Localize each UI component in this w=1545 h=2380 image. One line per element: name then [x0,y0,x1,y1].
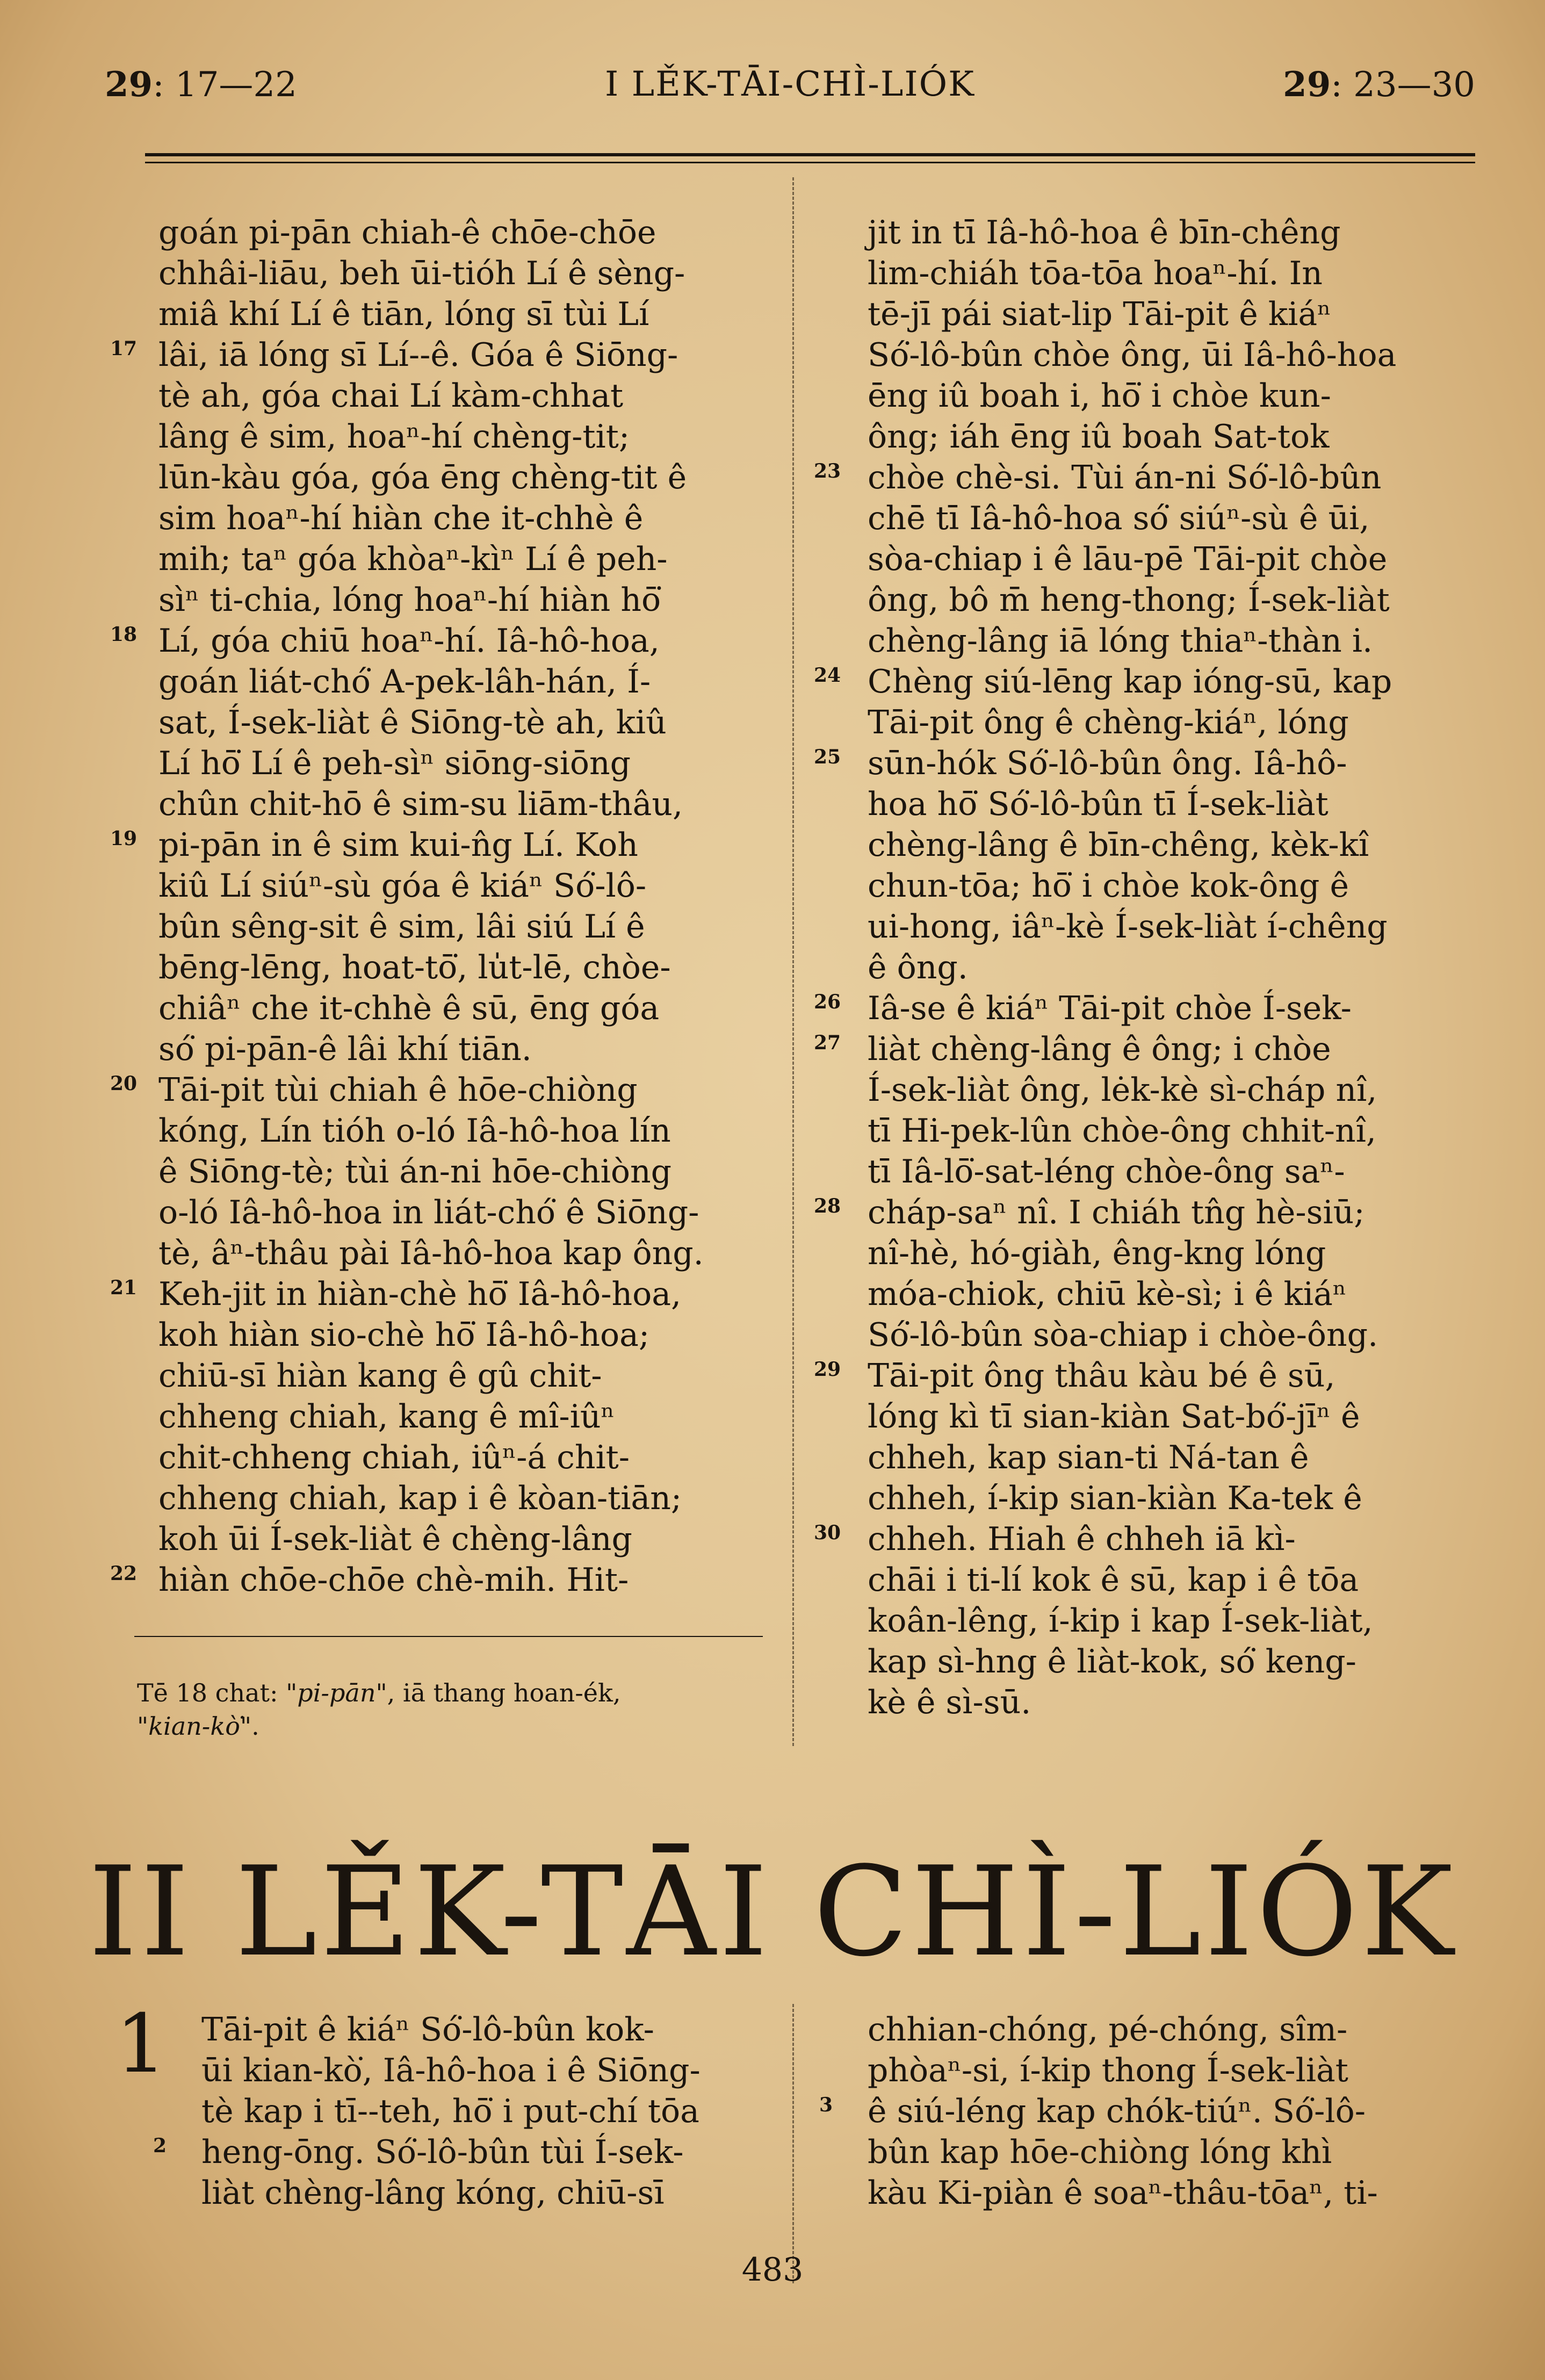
text-line [158,416,763,457]
line-text: ê siú-léng kap chók-tiúⁿ. Só͘-lô- [868,2093,1366,2130]
text-line [158,1396,763,1437]
left-text-column [110,212,763,1600]
line-text: goán pi-pān chiah-ê chōe-chōe [158,214,656,251]
text-line [158,1110,763,1151]
bottom-left-text-column [115,1997,771,2213]
line-text: Só͘-lô-bûn sòa-chiap i chòe-ông. [868,1316,1378,1354]
text-line [868,825,1480,866]
text-line [814,457,1480,498]
line-text: liàt chèng-lâng kóng, chiū-sī [201,2174,665,2212]
text-line [158,784,763,825]
text-line [868,1437,1480,1478]
verse-number: 18 [110,623,138,646]
text-line [158,580,763,621]
text-line [868,2173,1480,2213]
text-line [110,1274,763,1315]
line-text: ui-hong, iâⁿ-kè Í-sek-liàt í-chêng [868,908,1388,946]
text-line [814,1029,1480,1070]
header-title: I LĚK-TĀI-CHÌ-LIÓK [605,64,975,104]
line-text: chē tī Iâ-hô-hoa só͘ siúⁿ-sù ê ūi, [868,500,1370,537]
verse-number: 22 [110,1562,138,1585]
line-text: tī Iâ-lō͘-sat-léng chòe-ông saⁿ- [868,1153,1345,1191]
verse-number: 23 [814,460,841,482]
line-text: Í-sek-liàt ông, lėk-kè sì-cháp nî, [868,1071,1377,1109]
line-text: lóng kì tī sian-kiàn Sat-bó͘-jīⁿ ê [868,1398,1360,1436]
text-line [868,416,1480,457]
text-line [201,2173,771,2213]
line-text: tè ah, góa chai Lí kàm-chhat [158,377,624,415]
text-line [868,498,1480,539]
line-text: bûn kap hōe-chiòng lóng khì [868,2133,1332,2171]
line-text: nî-hè, hó-giàh, êng-kng lóng [868,1235,1326,1272]
text-line [868,2132,1480,2173]
text-line [158,1315,763,1355]
text-line [158,294,763,335]
text-line [819,2091,1480,2132]
line-text: chit-chheng chiah, iûⁿ-á chit- [158,1439,630,1476]
text-line [110,621,763,661]
line-text: sòa-chiap i ê lāu-pē Tāi-pit chòe [868,540,1388,578]
line-text: lūn-kàu góa, góa ēng chèng-tit ê [158,459,687,496]
line-text: goán liát-chó͘ A-pek-lâh-hán, Í- [158,663,651,701]
verse-number: 28 [814,1195,841,1217]
text-line [868,1070,1480,1110]
line-text: sūn-hók Só͘-lô-bûn ông. Iâ-hô- [868,745,1347,782]
line-text: chèng-lâng ê bīn-chêng, kèk-kî [868,826,1369,864]
line-text: chheh, kap sian-ti Ná-tan ê [868,1439,1309,1476]
line-text: hoa hō͘ Só͘-lô-bûn tī Í-sek-liàt [868,785,1329,823]
text-line [158,1437,763,1478]
line-text: ê ông. [868,949,968,986]
line-text: tè kap i tī--teh, hō͘ i put-chí tōa [201,2093,699,2130]
text-line [153,2132,771,2173]
header-left-reference: 29: 17—22 [105,64,297,105]
text-line [158,1519,763,1560]
line-text: kè ê sì-sū. [868,1684,1031,1721]
line-text: chheh, í-kip sian-kiàn Ka-tek ê [868,1480,1362,1517]
verse-number: 27 [814,1032,841,1054]
text-line [158,498,763,539]
line-text: Keh-jit in hiàn-chè hō͘ Iâ-hô-hoa, [158,1275,682,1313]
text-line [158,1192,763,1233]
right-text-column [814,212,1480,1723]
verse-number: 24 [814,664,841,687]
line-text: miâ khí Lí ê tiān, lóng sī tùi Lí [158,295,649,333]
text-line [868,1560,1480,1600]
line-text: Tāi-pit ông thâu kàu bé ê sū, [868,1357,1335,1395]
line-text: chhian-chóng, pé-chóng, sîm- [868,2011,1348,2049]
line-text: Só͘-lô-bûn chòe ông, ūi Iâ-hô-hoa [868,336,1397,374]
line-text: só͘ pi-pān-ê lâi khí tiān. [158,1030,532,1068]
text-line [868,1274,1480,1315]
line-text: koân-lêng, í-kip i kap Í-sek-liàt, [868,1602,1373,1640]
header-rule-thin [145,162,1475,163]
book-title: II LĚK-TĀI CHÌ-LIÓK [88,1841,1457,1984]
text-line [110,1560,763,1600]
footnote-rule [134,1636,763,1637]
text-line [158,1233,763,1274]
text-line [110,825,763,866]
line-text: heng-ōng. Só͘-lô-bûn tùi Í-sek- [201,2133,684,2171]
text-line [158,866,763,906]
line-text: lâi, iā lóng sī Lí--ê. Góa ê Siōng- [158,336,678,374]
line-text: chèng-lâng iā lóng thiaⁿ-thàn i. [868,622,1373,660]
text-line [201,2091,771,2132]
text-line [868,253,1480,294]
text-line [868,294,1480,335]
line-text: tè, âⁿ-thâu pài Iâ-hô-hoa kap ông. [158,1235,704,1272]
line-text: lâng ê sim, hoaⁿ-hí chèng-tit; [158,418,630,456]
line-text: Tāi-pit tùi chiah ê hōe-chiòng [158,1071,638,1109]
text-line [868,702,1480,743]
line-text: ông; iáh ēng iû boah Sat-tok [868,418,1330,456]
line-text: chun-tōa; hō͘ i chòe kok-ông ê [868,867,1349,905]
text-line [158,661,763,702]
line-text: bēng-lēng, hoat-tō͘, lu̍t-lē, chòe- [158,949,671,986]
line-text: hiàn chōe-chōe chè-mih. Hit- [158,1561,629,1599]
text-line [814,1355,1480,1396]
page-number: 483 [741,2251,804,2289]
text-line [158,1355,763,1396]
line-text: koh hiàn sio-chè hō͘ Iâ-hô-hoa; [158,1316,650,1354]
line-text: ūi kian-kò͘, Iâ-hô-hoa i ê Siōng- [201,2052,701,2089]
line-text: chheh. Hiah ê chheh iā kì- [868,1520,1296,1558]
text-line [158,457,763,498]
text-line [868,1396,1480,1437]
line-text: kap sì-hng ê liàt-kok, só͘ keng- [868,1643,1356,1681]
line-text: chāi i ti-lí kok ê sū, kap i ê tōa [868,1561,1359,1599]
text-line [158,539,763,580]
text-line [868,335,1480,376]
text-line [201,2009,771,2050]
text-line [158,212,763,253]
line-text: tī Hi-pek-lûn chòe-ông chhit-nî, [868,1112,1376,1150]
line-text: Lí, góa chiū hoaⁿ-hí. Iâ-hô-hoa, [158,622,660,660]
line-text: ông, bô m̄ heng-thong; Í-sek-liàt [868,581,1390,619]
line-text: mih; taⁿ góa khòaⁿ-kìⁿ Lí ê peh- [158,540,668,578]
text-line [158,1151,763,1192]
line-text: bûn sêng-sit ê sim, lâi siú Lí ê [158,908,645,946]
column-divider-bottom [792,2004,794,2283]
text-line [868,1233,1480,1274]
text-line [158,376,763,416]
text-line [868,2009,1480,2050]
line-text: Iâ-se ê kiáⁿ Tāi-pit chòe Í-sek- [868,990,1352,1027]
footnote: Tē 18 chat: "pi-pān", iā thang hoan-ék, "kian-kò͘". [137,1678,621,1741]
line-text: sat, Í-sek-liàt ê Siōng-tè ah, kiû [158,704,667,741]
verse-number: 26 [814,991,841,1013]
text-line [158,1029,763,1070]
line-text: pi-pān in ê sim kui-n̂g Lí. Koh [158,826,638,864]
text-line [868,580,1480,621]
verse-number: 2 [153,2134,167,2157]
text-line [814,1192,1480,1233]
bottom-right-text-column [819,2009,1480,2213]
text-line [868,784,1480,825]
header-right-reference: 29: 23—30 [1283,64,1475,105]
line-text: Tāi-pit ê kiáⁿ Só͘-lô-bûn kok- [201,2011,654,2049]
line-text: cháp-saⁿ nî. I chiáh tn̂g hè-siū; [868,1194,1365,1231]
verse-number: 29 [814,1358,841,1381]
line-text: ê Siōng-tè; tùi án-ni hōe-chiòng [158,1153,672,1191]
line-text: kàu Ki-piàn ê soaⁿ-thâu-tōaⁿ, ti- [868,2174,1378,2212]
line-text: sim hoaⁿ-hí hiàn che it-chhè ê [158,500,644,537]
text-line [868,212,1480,253]
line-text: chûn chit-hō ê sim-su liām-thâu, [158,785,683,823]
verse-number: 19 [110,827,138,850]
line-text: tē-jī pái siat-lip Tāi-pit ê kiáⁿ [868,295,1332,333]
verse-number: 25 [814,746,841,768]
header-rule-thick [145,153,1475,156]
text-line [868,1110,1480,1151]
line-text: Chèng siú-lēng kap ióng-sū, kap [868,663,1392,701]
text-line [158,743,763,784]
line-text: chhâi-liāu, beh ūi-tióh Lí ê sèng- [158,255,685,292]
running-header [105,64,1475,113]
text-line [814,661,1480,702]
text-line [814,988,1480,1029]
verse-number: 20 [110,1072,138,1095]
column-divider-top [792,177,794,1746]
text-line [868,1478,1480,1519]
text-line [110,1070,763,1110]
text-line [158,906,763,947]
line-text: chiū-sī hiàn kang ê gû chit- [158,1357,602,1395]
text-line [868,906,1480,947]
text-line [868,1682,1480,1723]
text-line [158,702,763,743]
text-line [158,947,763,988]
text-line [868,1641,1480,1682]
line-text: chheng chiah, kang ê mî-iûⁿ [158,1398,615,1436]
text-line [868,1151,1480,1192]
line-text: Lí hō͘ Lí ê peh-sìⁿ siōng-siōng [158,745,631,782]
line-text: chòe chè-si. Tùi án-ni Só͘-lô-bûn [868,459,1382,496]
text-line [868,1600,1480,1641]
line-text: ēng iû boah i, hō͘ i chòe kun- [868,377,1331,415]
line-text: jit in tī Iâ-hô-hoa ê bīn-chêng [868,214,1341,251]
line-text: lim-chiáh tōa-tōa hoaⁿ-hí. In [868,255,1323,292]
line-text: kóng, Lín tióh o-ló Iâ-hô-hoa lín [158,1112,671,1150]
line-text: koh ūi Í-sek-liàt ê chèng-lâng [158,1520,632,1558]
line-text: phòaⁿ-si, í-kip thong Í-sek-liàt [868,2052,1348,2089]
text-line [814,1519,1480,1560]
text-line [158,988,763,1029]
line-text: chiâⁿ che it-chhè ê sū, ēng góa [158,990,660,1027]
line-text: chheng chiah, kap i ê kòan-tiān; [158,1480,682,1517]
text-line [868,947,1480,988]
text-line [868,866,1480,906]
verse-number: 3 [819,2094,833,2116]
line-text: o-ló Iâ-hô-hoa in liát-chó͘ ê Siōng- [158,1194,699,1231]
text-line [814,743,1480,784]
line-text: liàt chèng-lâng ê ông; i chòe [868,1030,1331,1068]
text-line [201,2050,771,2091]
line-text: móa-chiok, chiū kè-sì; i ê kiáⁿ [868,1275,1347,1313]
text-line [158,253,763,294]
text-line [110,335,763,376]
text-line [868,1315,1480,1355]
chapter-number: 1 [115,1997,167,2091]
text-line [158,1478,763,1519]
text-line [868,2050,1480,2091]
text-line [868,621,1480,661]
text-line [868,376,1480,416]
verse-number: 17 [110,337,138,360]
verse-number: 21 [110,1276,138,1299]
verse-number: 30 [814,1521,841,1544]
line-text: sìⁿ ti-chia, lóng hoaⁿ-hí hiàn hō͘ [158,581,661,619]
line-text: Tāi-pit ông ê chèng-kiáⁿ, lóng [868,704,1349,741]
text-line [868,539,1480,580]
line-text: kiû Lí siúⁿ-sù góa ê kiáⁿ Só͘-lô- [158,867,647,905]
